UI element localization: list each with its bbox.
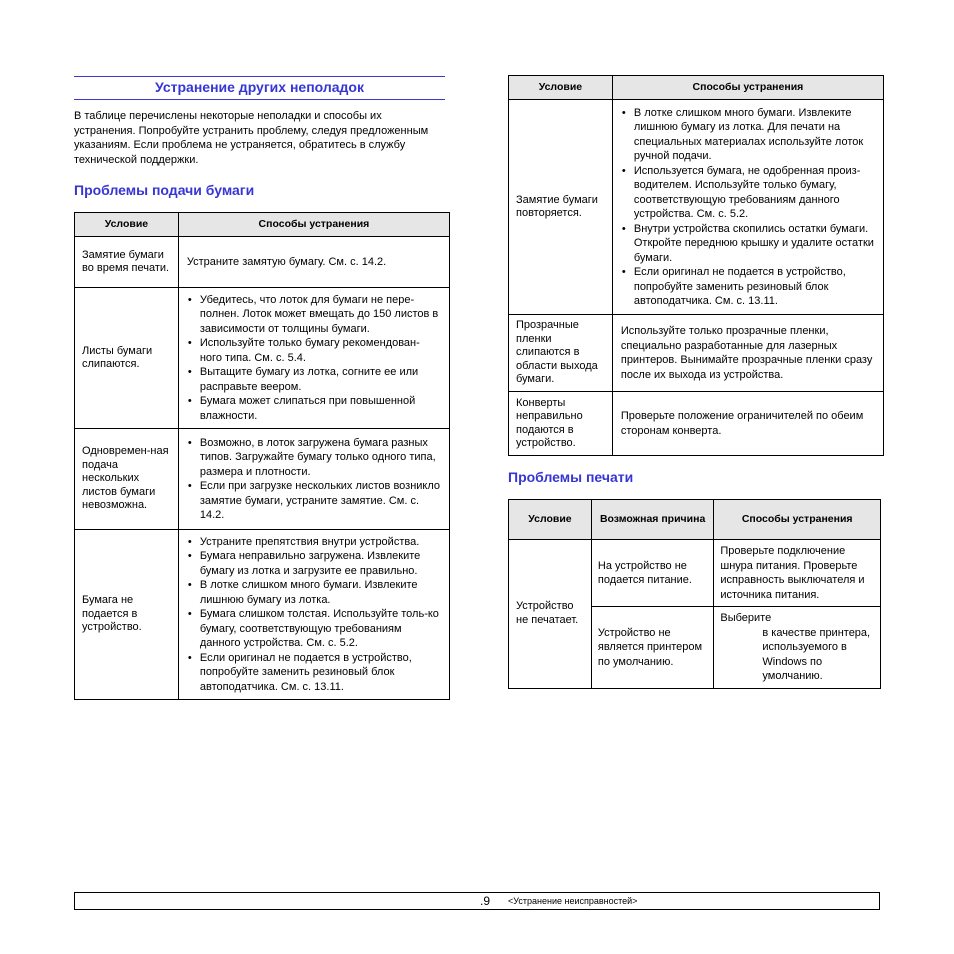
cause-cell: На устройство не подается питание. xyxy=(591,540,714,607)
page-number: .9 xyxy=(480,894,491,908)
column-header: Способы устранения xyxy=(612,76,883,100)
list-item: • Убедитесь, что лоток для бумаги не пере-полнен. Лоток может вмещать до 150 листов в зависимости от толщины бумаги. xyxy=(187,293,441,337)
condition-cell: Одновремен-ная подача нескольких листов бумаги невозможна. xyxy=(75,429,179,530)
section-title: Устранение других неполадок xyxy=(74,76,445,100)
table-row xyxy=(509,315,884,392)
paper-feed-title: Проблемы подачи бумаги xyxy=(74,182,255,198)
list-item: • Бумага неправильно загружена. Извлеките бумагу из лотка и загрузите ее правильно. xyxy=(187,549,441,578)
list-item: • В лотке слишком много бумаги. Извлеките лишнюю бумагу из лотка. Для печати на специальных материалах используйте лоток ручной подачи. xyxy=(621,106,875,164)
table-row xyxy=(509,100,884,315)
table-row xyxy=(75,237,450,288)
remedy-cell: Используйте только прозрачные пленки, специально разработанные для лазерных принтеров. Вынимайте прозрачные пленки сразу после их выхода из устройства. xyxy=(612,315,883,392)
table-row xyxy=(75,288,450,429)
list-item: • Возможно, в лоток загружена бумага разных типов. Загружайте бумагу только одного типа, размера и плотности. xyxy=(187,436,441,480)
remedy-cell xyxy=(178,530,449,700)
table-row xyxy=(75,530,450,700)
list-item: • В лотке слишком много бумаги. Извлеките лишнюю бумагу из лотка. xyxy=(187,578,441,607)
list-item: • Если оригинал не подается в устройство, попробуйте заменить резиновый блок автоподатчика. См. с. 13.11. xyxy=(621,265,875,309)
remedy-cell xyxy=(612,100,883,315)
remedy-text-start: Выберите xyxy=(720,612,772,624)
list-item: • Устраните препятствия внутри устройства. xyxy=(187,535,441,550)
condition-cell: Замятие бумаги во время печати. xyxy=(75,237,179,288)
list-item: • Бумага слишком толстая. Используйте толь-ко бумагу, соответствующую требованиям данного устройства. См. с. 5.2. xyxy=(187,607,441,651)
column-header: Условие xyxy=(509,76,613,100)
page-footer xyxy=(74,892,880,910)
list-item: • Внутри устройства скопились остатки бумаги. Откройте переднюю крышку и удалите остатки бумаги. xyxy=(621,222,875,266)
list-item: • Вытащите бумагу из лотка, согните ее или расправьте веером. xyxy=(187,365,441,394)
list-item: • Используется бумага, не одобренная произ-водителем. Используйте только бумагу, соответствующую требованиям данного устройства. См. с. 5.2. xyxy=(621,164,875,222)
intro-paragraph: В таблице перечислены некоторые неполадки и способы их устранения. Попробуйте устранить проблему, следуя предложенным указаниям. Если проблема не устраняется, обратитесь в службу технической поддержки. xyxy=(74,110,429,166)
list-item: • Если при загрузке нескольких листов возникло замятие бумаги, устраните замятие. См. с. 14.2. xyxy=(187,479,441,523)
table-row xyxy=(75,429,450,530)
footer-chapter: <Устранение неисправностей> xyxy=(508,896,638,906)
remedy-text-end xyxy=(720,626,876,684)
table-row xyxy=(509,540,881,607)
remedy-cell: Проверьте подключение шнура питания. Проверьте исправность выключателя и источника питания. xyxy=(714,540,881,607)
remedy-cell xyxy=(178,429,449,530)
paper-feed-table-continued xyxy=(508,75,884,456)
condition-cell: Листы бумаги слипаются. xyxy=(75,288,179,429)
column-header: Условие xyxy=(75,213,179,237)
paper-feed-table xyxy=(74,212,450,700)
remedy-cell: Устраните замятую бумагу. См. с. 14.2. xyxy=(178,237,449,288)
condition-cell: Устройство не печатает. xyxy=(509,540,592,689)
list-item: • Бумага может слипаться при повышенной влажности. xyxy=(187,394,441,423)
remedy-cell xyxy=(178,288,449,429)
printing-table xyxy=(508,499,881,689)
remedy-text-end-inner: в качестве принтера, используемого в Windows по умолчанию. xyxy=(762,626,871,682)
column-header: Условие xyxy=(509,500,592,540)
condition-cell: Бумага не подается в устройство. xyxy=(75,530,179,700)
cause-cell: Устройство не является принтером по умолчанию. xyxy=(591,607,714,689)
column-header: Способы устранения xyxy=(178,213,449,237)
condition-cell: Замятие бумаги повторяется. xyxy=(509,100,613,315)
list-item: • Используйте только бумагу рекомендован-ного типа. См. с. 5.4. xyxy=(187,336,441,365)
column-header: Возможная причина xyxy=(591,500,714,540)
printing-title: Проблемы печати xyxy=(508,469,634,485)
list-item: • Если оригинал не подается в устройство, попробуйте заменить резиновый блок автоподатчика. См. с. 13.11. xyxy=(187,651,441,695)
table-row xyxy=(509,392,884,456)
column-header: Способы устранения xyxy=(714,500,881,540)
remedy-cell: Проверьте положение ограничителей по обеим сторонам конверта. xyxy=(612,392,883,456)
condition-cell: Конверты неправильно подаются в устройство. xyxy=(509,392,613,456)
remedy-cell xyxy=(714,607,881,689)
condition-cell: Прозрачные пленки слипаются в области выхода бумаги. xyxy=(509,315,613,392)
